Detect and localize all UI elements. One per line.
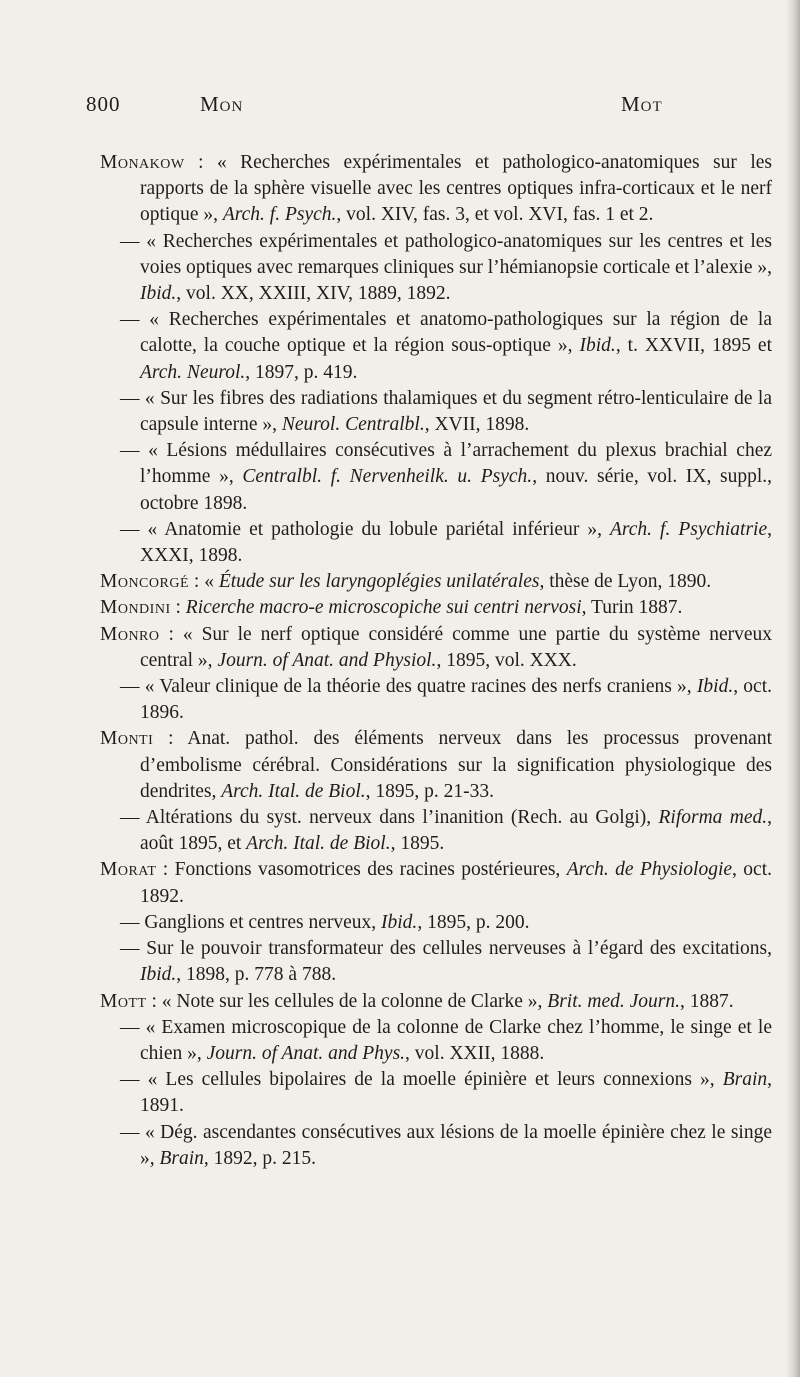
entry-dash: — (120, 518, 148, 540)
entry-text: , 1895, vol. XXX. (436, 649, 577, 671)
entry-text: , oct. 1892. (140, 859, 772, 907)
bibliography-entry (100, 1120, 772, 1172)
entry-author: Morat (100, 859, 157, 881)
entry-text: « Recherches expérimentales et anatomo-pathologiques sur la région de la calotte, la couche optique et la région sous-optique », (140, 309, 772, 357)
page-number: 800 (86, 92, 121, 116)
entry-dash: — (120, 807, 146, 829)
entry-dash: — (120, 309, 150, 331)
entry-text: , Turin 1887. (581, 597, 683, 619)
entry-text: « Dég. ascendantes consécutives aux lésions de la moelle épinière chez le singe », (140, 1121, 772, 1169)
bibliography-entry (100, 307, 772, 386)
entry-text: , XVII, 1898. (424, 414, 530, 436)
entry-author: Moncorgé (100, 571, 190, 593)
entry-text: , XXXI, 1898. (140, 518, 773, 567)
entry-dash: — (120, 1121, 145, 1143)
entry-title-italic: Riforma med. (658, 807, 768, 829)
entry-title-italic: Ibid. (696, 676, 734, 698)
entry-text: , 1891. (140, 1069, 772, 1117)
entry-separator: : (146, 990, 162, 1012)
entry-separator: : (159, 623, 183, 645)
entry-title-italic: Brain (722, 1069, 768, 1091)
running-header (86, 92, 686, 120)
entry-text: , 1895, p. 200. (417, 911, 530, 933)
entry-title-italic: Arch. Neurol. (140, 361, 246, 383)
entry-text: , 1897, p. 419. (245, 361, 358, 383)
bibliography-entry (100, 989, 772, 1015)
bibliography-entry (100, 569, 772, 595)
bibliography-entry (100, 726, 772, 805)
header-left-word: Mon (200, 92, 244, 116)
bibliography-entry (100, 936, 772, 988)
entry-title-italic: Ricerche macro-e microscopiche sui centri nervosi (185, 597, 582, 619)
entry-separator: : (170, 597, 186, 619)
entry-title-italic: Brain (159, 1147, 204, 1169)
entry-separator: : (184, 152, 217, 173)
entry-title-italic: Neurol. Centralbl. (281, 414, 425, 436)
entry-dash: — (120, 230, 147, 252)
entry-text: « Sur les fibres des radiations thalamiques et du segment rétro-lenticulaire de la capsule interne », (140, 387, 772, 436)
entry-title-italic: Ibid. (140, 964, 177, 986)
entry-title-italic: Arch. Ital. de Biol. (246, 833, 391, 855)
entry-title-italic: Arch. f. Psychiatrie (609, 518, 768, 540)
bibliography-entry (100, 910, 772, 936)
entry-dash: — (120, 1016, 146, 1038)
bibliography-entry (100, 438, 772, 517)
entry-title-italic: Journ. of Anat. and Phys. (206, 1042, 406, 1064)
entry-text: , 1895, p. 21-33. (365, 780, 495, 802)
entry-title-italic: Ibid. (381, 911, 418, 933)
entry-text: , nouv. série, vol. IX, suppl., octobre 1898. (140, 466, 773, 514)
bibliography-entry (100, 674, 772, 726)
entry-text: Anat. pathol. des éléments nerveux dans les processus provenant d’embolisme cérébral. Considérations sur la signification physiologique des dendrites, (140, 728, 772, 802)
entry-title-italic: Étude sur les laryngoplégies unilatérales (218, 571, 540, 593)
entry-text: , vol. XXII, 1888. (405, 1042, 545, 1064)
entry-author: Monakow (100, 152, 185, 173)
entry-separator: : (153, 728, 188, 750)
entry-dash: — (120, 387, 145, 409)
entry-author: Mondini (100, 597, 171, 619)
entry-text: « Recherches expérimentales et pathologico-anatomiques sur les centres et les voies optiques avec remarques cliniques sur l’hémianopsie corticale et l’alexie », (140, 230, 773, 278)
entry-text: « Lésions médullaires consécutives à l’arrachement du plexus brachial chez l’homme », (140, 440, 773, 488)
entry-text: « Recherches expérimentales et pathologico-anatomiques sur les rapports de la sphère visuelle avec les centres optiques infra-corticaux et le nerf optique », (140, 152, 772, 226)
entry-text: Fonctions vasomotrices des racines postérieures, (174, 859, 567, 881)
entry-title-italic: Arch. Ital. de Biol. (221, 780, 366, 802)
header-right-word: Mot (621, 92, 663, 116)
entry-title-italic: Arch. f. Psych. (222, 204, 337, 226)
page-edge-shadow (786, 0, 800, 1377)
bibliography-list (100, 150, 772, 1172)
bibliography-entry (100, 622, 772, 674)
entry-dash: — (120, 911, 145, 933)
entry-title-italic: Ibid. (140, 283, 177, 305)
entry-text: « (204, 571, 219, 593)
bibliography-entry (100, 150, 772, 229)
entry-text: , vol. XX, XXIII, XIV, 1889, 1892. (176, 283, 451, 305)
bibliography-entry (100, 517, 772, 569)
entry-text: , thèse de Lyon, 1890. (539, 571, 712, 593)
entry-text: , 1892, p. 215. (203, 1147, 317, 1169)
entry-dash: — (120, 676, 145, 698)
entry-author: Mott (100, 990, 147, 1012)
entry-title-italic: Centralbl. f. Nervenheilk. u. Psych. (242, 466, 533, 488)
bibliography-entry (100, 595, 772, 621)
entry-dash: — (120, 938, 147, 960)
entry-text: « Note sur les cellules de la colonne de Clarke », (161, 990, 548, 1012)
entry-title-italic: Arch. de Physiologie (566, 859, 733, 881)
entry-separator: : (189, 571, 205, 593)
entry-text: « Les cellules bipolaires de la moelle épinière et leurs connexions », (147, 1069, 723, 1091)
entry-dash: — (120, 440, 149, 462)
entry-text: Sur le pouvoir transformateur des cellules nerveuses à l’égard des excitations, (146, 938, 772, 960)
entry-title-italic: Journ. of Anat. and Physiol. (217, 649, 437, 671)
entry-text: « Anatomie et pathologie du lobule pariétal inférieur », (147, 518, 610, 540)
entry-text: Altérations du syst. nerveux dans l’inanition (Rech. au Golgi), (145, 807, 659, 829)
bibliography-entry (100, 386, 772, 438)
entry-text: , août 1895, et (140, 807, 773, 855)
entry-text: « Valeur clinique de la théorie des quatre racines des nerfs craniens », (144, 676, 697, 698)
entry-separator: : (156, 859, 175, 881)
bibliography-entry (100, 805, 772, 857)
entry-text: « Examen microscopique de la colonne de Clarke chez l’homme, le singe et le chien », (140, 1016, 772, 1064)
entry-title-italic: Brit. med. Journ. (547, 990, 680, 1012)
bibliography-entry (100, 1015, 772, 1067)
entry-text: , t. XXVII, 1895 et (615, 335, 772, 357)
entry-text: , 1898, p. 778 à 788. (176, 964, 337, 986)
entry-title-italic: Ibid. (579, 335, 616, 357)
bibliography-entry (100, 229, 772, 308)
entry-text: , 1895. (390, 833, 445, 855)
bibliography-entry (100, 1067, 772, 1119)
entry-text: , oct. 1896. (140, 676, 773, 724)
bibliography-entry (100, 857, 772, 909)
entry-text: Ganglions et centres nerveux, (144, 911, 382, 933)
entry-author: Monti (100, 728, 154, 750)
entry-text: , 1887. (679, 990, 734, 1012)
entry-text: , vol. XIV, fas. 3, et vol. XVI, fas. 1 et 2. (336, 204, 654, 226)
entry-dash: — (120, 1069, 148, 1091)
entry-author: Monro (100, 623, 160, 645)
entry-text: « Sur le nerf optique considéré comme une partie du système nerveux central », (140, 623, 772, 671)
